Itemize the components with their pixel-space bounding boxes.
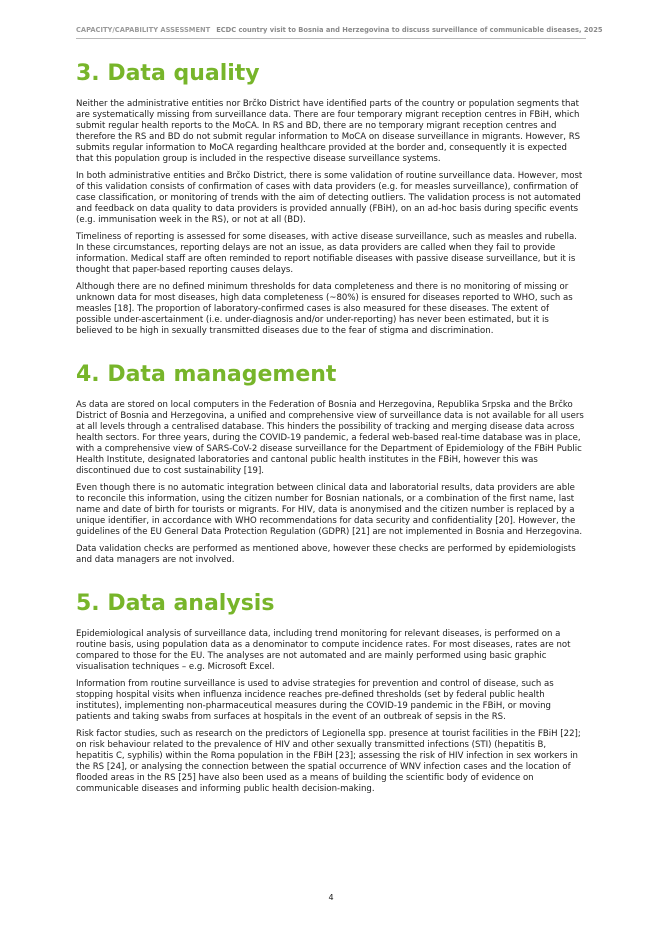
section-data-management [76, 361, 586, 566]
paragraph: Even though there is no automatic integration between clinical data and laboratorial results, data providers are able to reconcile this information, using the citizen number for Bosnian nationals, or a combination of the first name, last name and date of birth for tourists or migrants. For HIV, data is anonymised and the citizen number is replaced by a unique identifier, in accordance with WHO recommendations for data security and confidentiality [20]. However, the guidelines of the EU General Data Protection Regulation (GDPR) [21] are not implemented in Bosnia and Herzegovina. [76, 483, 583, 537]
paragraph: Risk factor studies, such as research on the predictors of Legionella spp. presence at tourist facilities in the FBiH [22]; on risk behaviour related to the prevalence of HIV and other sexually transmitted infections (STI) (hepatitis B, hepatitis C, syphilis) within the Roma population in the FBiH [23]; assessing the risk of HIV infection in sex workers in the RS [24], or analysing the connection between the spatial occurrence of WNV infection cases and the location of flooded areas in the RS [25] have also been used as a means of building the scientific body of evidence on communicable diseases and informing public health decision-making. [76, 729, 581, 794]
section-heading: 5. Data analysis [76, 591, 275, 616]
header-section-label: CAPACITY/CAPABILITY ASSESSMENT [76, 26, 211, 34]
header-document-title: ECDC country visit to Bosnia and Herzegovina to discuss surveillance of communicable diseases, 2025 [216, 26, 603, 34]
paragraph: As data are stored on local computers in the Federation of Bosnia and Herzegovina, Republika Srpska and the Brčko District of Bosnia and Herzegovina, a unified and comprehensive view of surveillance data is not available for all users at all levels through a centralised database. This hinders the possibility of tracking and merging disease data across health sectors. For three years, during the COVID-19 pandemic, a federal web-based real-time database was in place, with a comprehensive view of SARS-CoV-2 disease surveillance for the Department of Epidemiology of the FBiH Public Health Institute, designated laboratories and cantonal public health institutes in the FBiH, however this was discontinued due to cost sustainability [19]. [76, 400, 584, 476]
section-data-quality [76, 60, 586, 337]
paragraph: Although there are no defined minimum thresholds for data completeness and there is no monitoring of missing or unknown data for most diseases, high data completeness (~80%) is ensured for diseases reported to WHO, such as measles [18]. The proportion of laboratory-confirmed cases is also measured for these diseases. The extent of possible under-ascertainment (i.e. under-diagnosis and/or under-reporting) has never been estimated, but it is believed to be high in sexually transmitted diseases due to the fear of stigma and discrimination. [76, 282, 573, 336]
paragraph: Information from routine surveillance is used to advise strategies for prevention and control of disease, such as stopping hospital visits when influenza incidence reaches pre-defined thresholds (set by federal public health institutes), implementing non-pharmaceutical measures during the COVID-19 pandemic in the FBiH, or moving patients and taking swabs from surfaces at hospitals in the event of an outbreak of sepsis in the RS. [76, 679, 554, 722]
page-number: 4 [328, 893, 334, 902]
paragraph: In both administrative entities and Brčko District, there is some validation of routine surveillance data. However, most of this validation consists of confirmation of cases with data providers (e.g. for measles surveillance), confirmation of case classification, or monitoring of trends with the aim of detecting outliers. The validation process is not automated and feedback on data quality to data providers is provided annually (FBiH), on an ad-hoc basis during specific events (e.g. immunisation week in the RS), or not at all (BD). [76, 171, 583, 225]
section-heading: 3. Data quality [76, 61, 260, 86]
paragraph: Timeliness of reporting is assessed for some diseases, with active disease surveillance, such as measles and rubella. In these circumstances, reporting delays are not an issue, as data providers are called when they fail to provide information. Medical staff are often reminded to report notifiable diseases with passive disease surveillance, but it is thought that paper-based reporting causes delays. [76, 232, 577, 275]
running-header [76, 26, 603, 39]
paragraph: Data validation checks are performed as mentioned above, however these checks are performed by epidemiologists and data managers are not involved. [76, 544, 576, 565]
main-content [76, 60, 586, 795]
section-heading: 4. Data management [76, 362, 337, 387]
section-data-analysis [76, 590, 586, 795]
paragraph: Neither the administrative entities nor Brčko District have identified parts of the country or population segments that are systematically missing from surveillance data. There are four temporary migrant reception centres in FBiH, which submit regular health reports to the MoCA. In RS and BD, there are no temporary migrant reception centres and therefore the RS and BD do not submit regular information to MoCA on disease surveillance in migrants. However, RS submits regular information to MoCA regarding healthcare provided at the border and, consequently it is expected that this population group is included in the respective disease surveillance systems. [76, 99, 581, 164]
paragraph: Epidemiological analysis of surveillance data, including trend monitoring for relevant diseases, is performed on a routine basis, using population data as a denominator to compute incidence rates. For most diseases, rates are not compared to those for the EU. The analyses are not automated and are mainly performed using basic graphic visualisation techniques – e.g. Microsoft Excel. [76, 629, 571, 672]
